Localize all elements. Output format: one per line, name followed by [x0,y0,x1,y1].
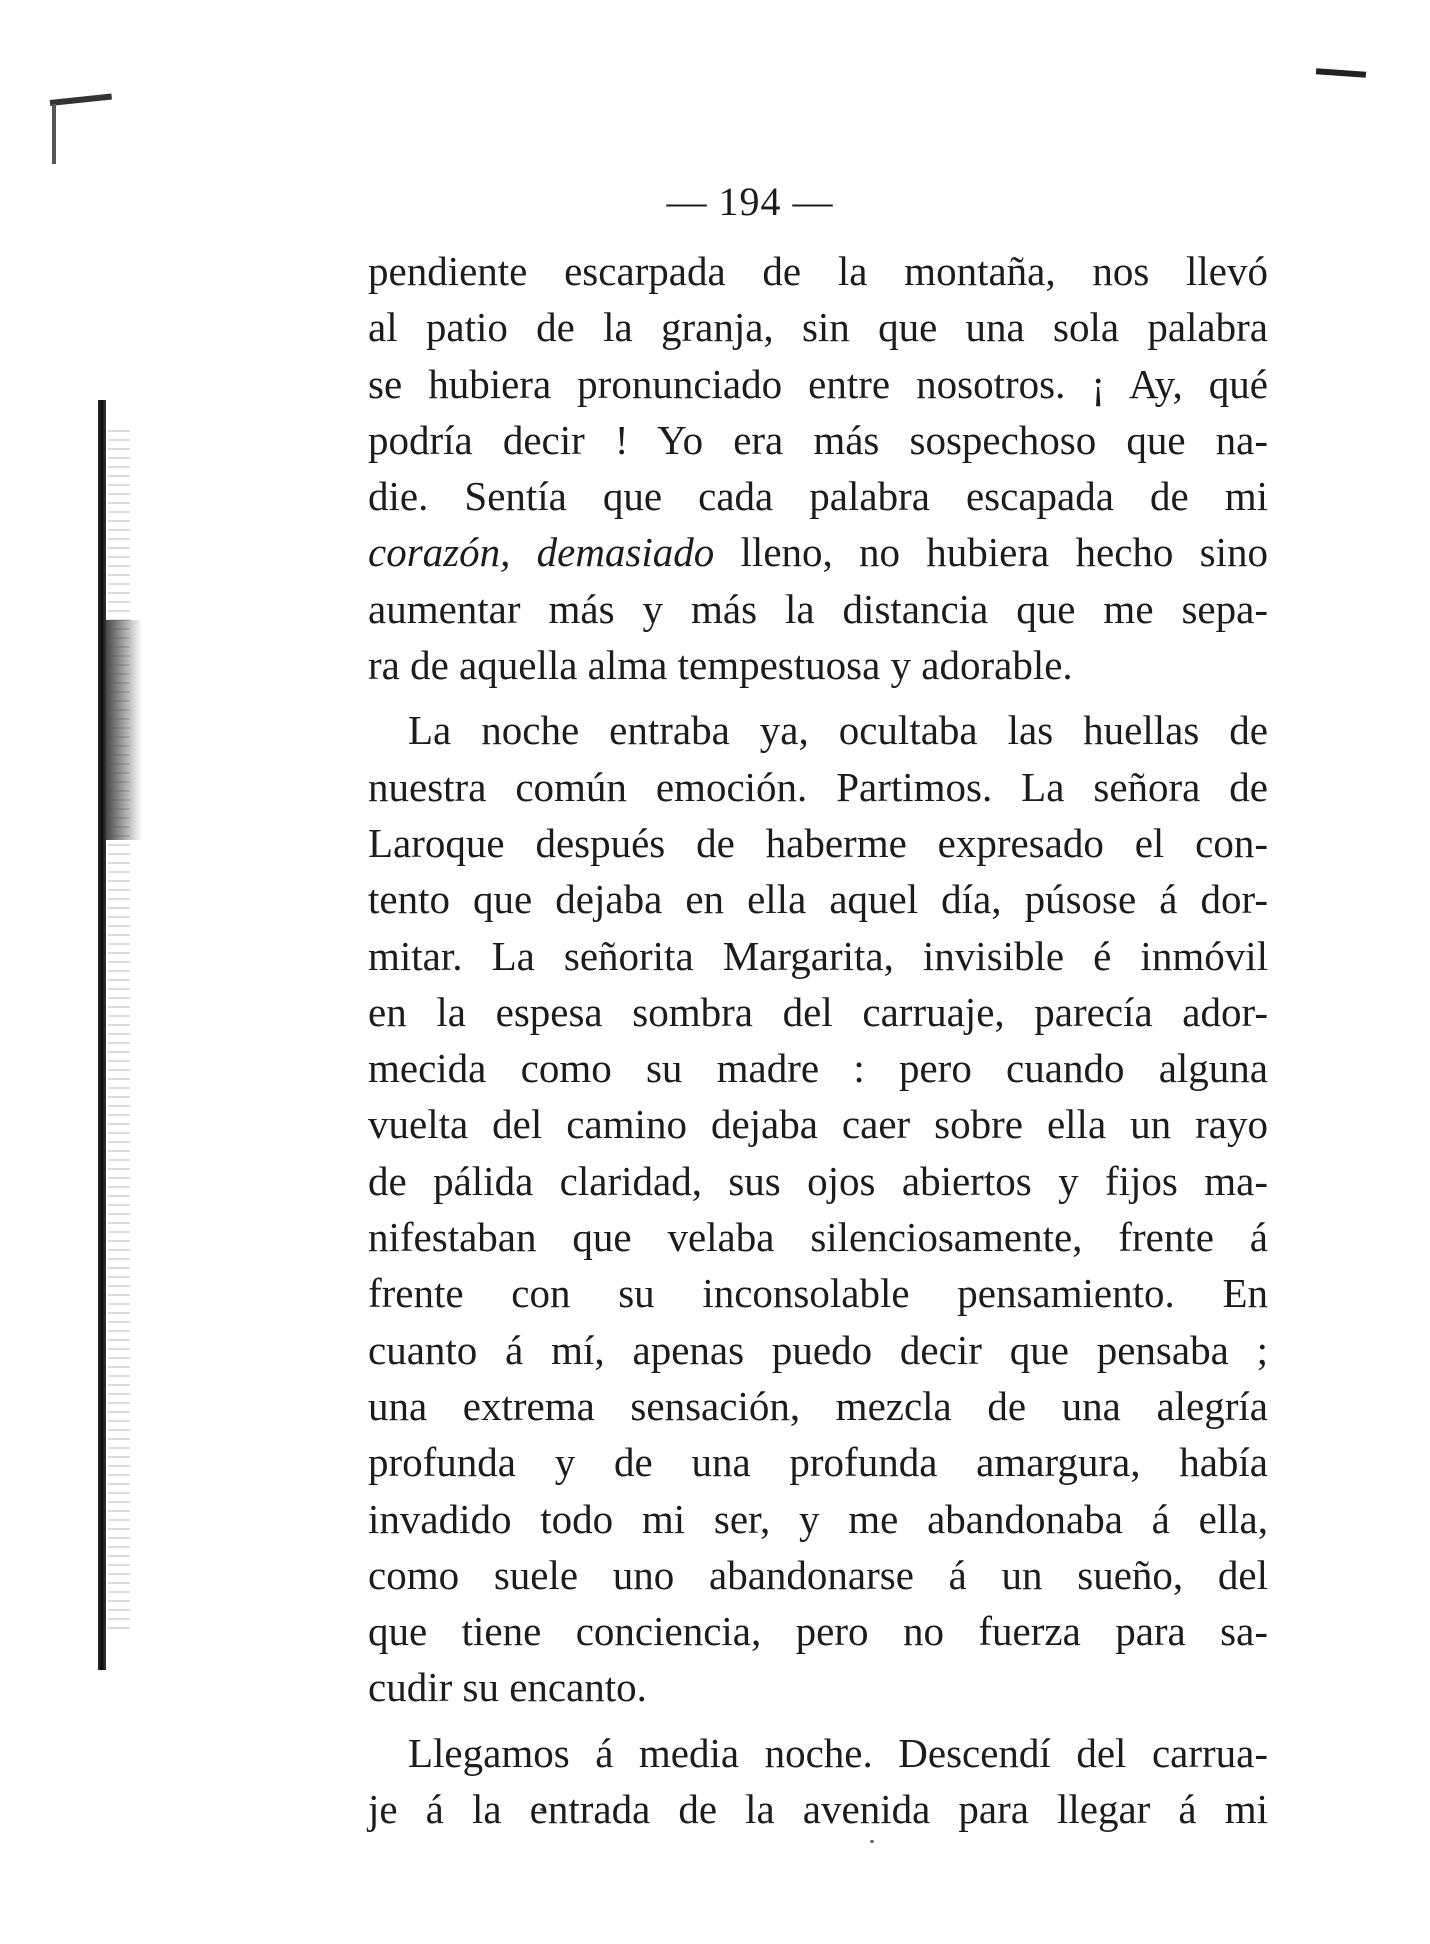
scan-binding-edge [98,400,106,1670]
italic-text: corazón, demasiado [368,529,715,576]
text-line: nifestaban que velaba silenciosamente, frente á [368,1214,1268,1261]
text-line: pendiente escarpada de la montaña, nos llevó [368,248,1268,294]
page-number: — 194 — [666,179,834,224]
body-text [368,243,1268,1837]
text-line: que tiene conciencia, pero no fuerza para sa- [368,1608,1268,1655]
text-line: ra de aquella alma tempestuosa y adorable. [368,642,1073,689]
text-line: en la espesa sombra del carruaje, parecía ador- [368,988,1268,1035]
text-line: tento que dejaba en ella aquel día, púsose á dor- [368,876,1268,923]
text-line: cuanto á mí, apenas puedo decir que pensaba ; [368,1326,1268,1373]
text-line: de pálida claridad, sus ojos abiertos y fijos ma- [368,1157,1268,1204]
text-line: mecida como su madre : pero cuando alguna [368,1045,1268,1092]
text-line: je á la entrada de la avenida para llegar á mi [368,1786,1268,1833]
text-line: como suele uno abandonarse á un sueño, del [368,1551,1268,1598]
text-line: corazón, demasiado lleno, no hubiera hecho sino [368,529,1268,576]
text-line: podría decir ! Yo era más sospechoso que na- [368,416,1268,463]
text-line: frente con su inconsolable pensamiento. En [368,1270,1268,1317]
text-line: profunda y de una profunda amargura, había [368,1439,1268,1486]
text-line: al patio de la granja, sin que una sola palabra [368,304,1268,351]
paragraph-first-line: Llegamos á media noche. Descendí del carrua- [408,1729,1268,1776]
text-line: die. Sentía que cada palabra escapada de mi [368,473,1268,520]
scan-speck [870,1840,874,1843]
text-line: mitar. La señorita Margarita, invisible é inmóvil [368,932,1268,979]
scan-corner-mark-left-vertical [52,104,56,164]
scan-binding-speckle [108,430,130,1630]
text-line: una extrema sensación, mezcla de una alegría [368,1382,1268,1429]
scan-corner-mark-left [50,94,112,106]
paragraph-first-line: La noche entraba ya, ocultaba las huellas de [408,707,1268,754]
text-line: cudir su encanto. [368,1664,647,1711]
text-line: se hubiera pronunciado entre nosotros. ¡ Ay, qué [368,360,1268,407]
text-line: Laroque después de haberme expresado el con- [368,819,1268,866]
text-line: invadido todo mi ser, y me abandonaba á ella, [368,1495,1268,1542]
text-line: nuestra común emoción. Partimos. La señora de [368,763,1268,810]
text-line: vuelta del camino dejaba caer sobre ella un rayo [368,1101,1268,1148]
scan-corner-mark-right [1316,68,1366,77]
text-line: aumentar más y más la distancia que me sepa- [368,585,1268,632]
